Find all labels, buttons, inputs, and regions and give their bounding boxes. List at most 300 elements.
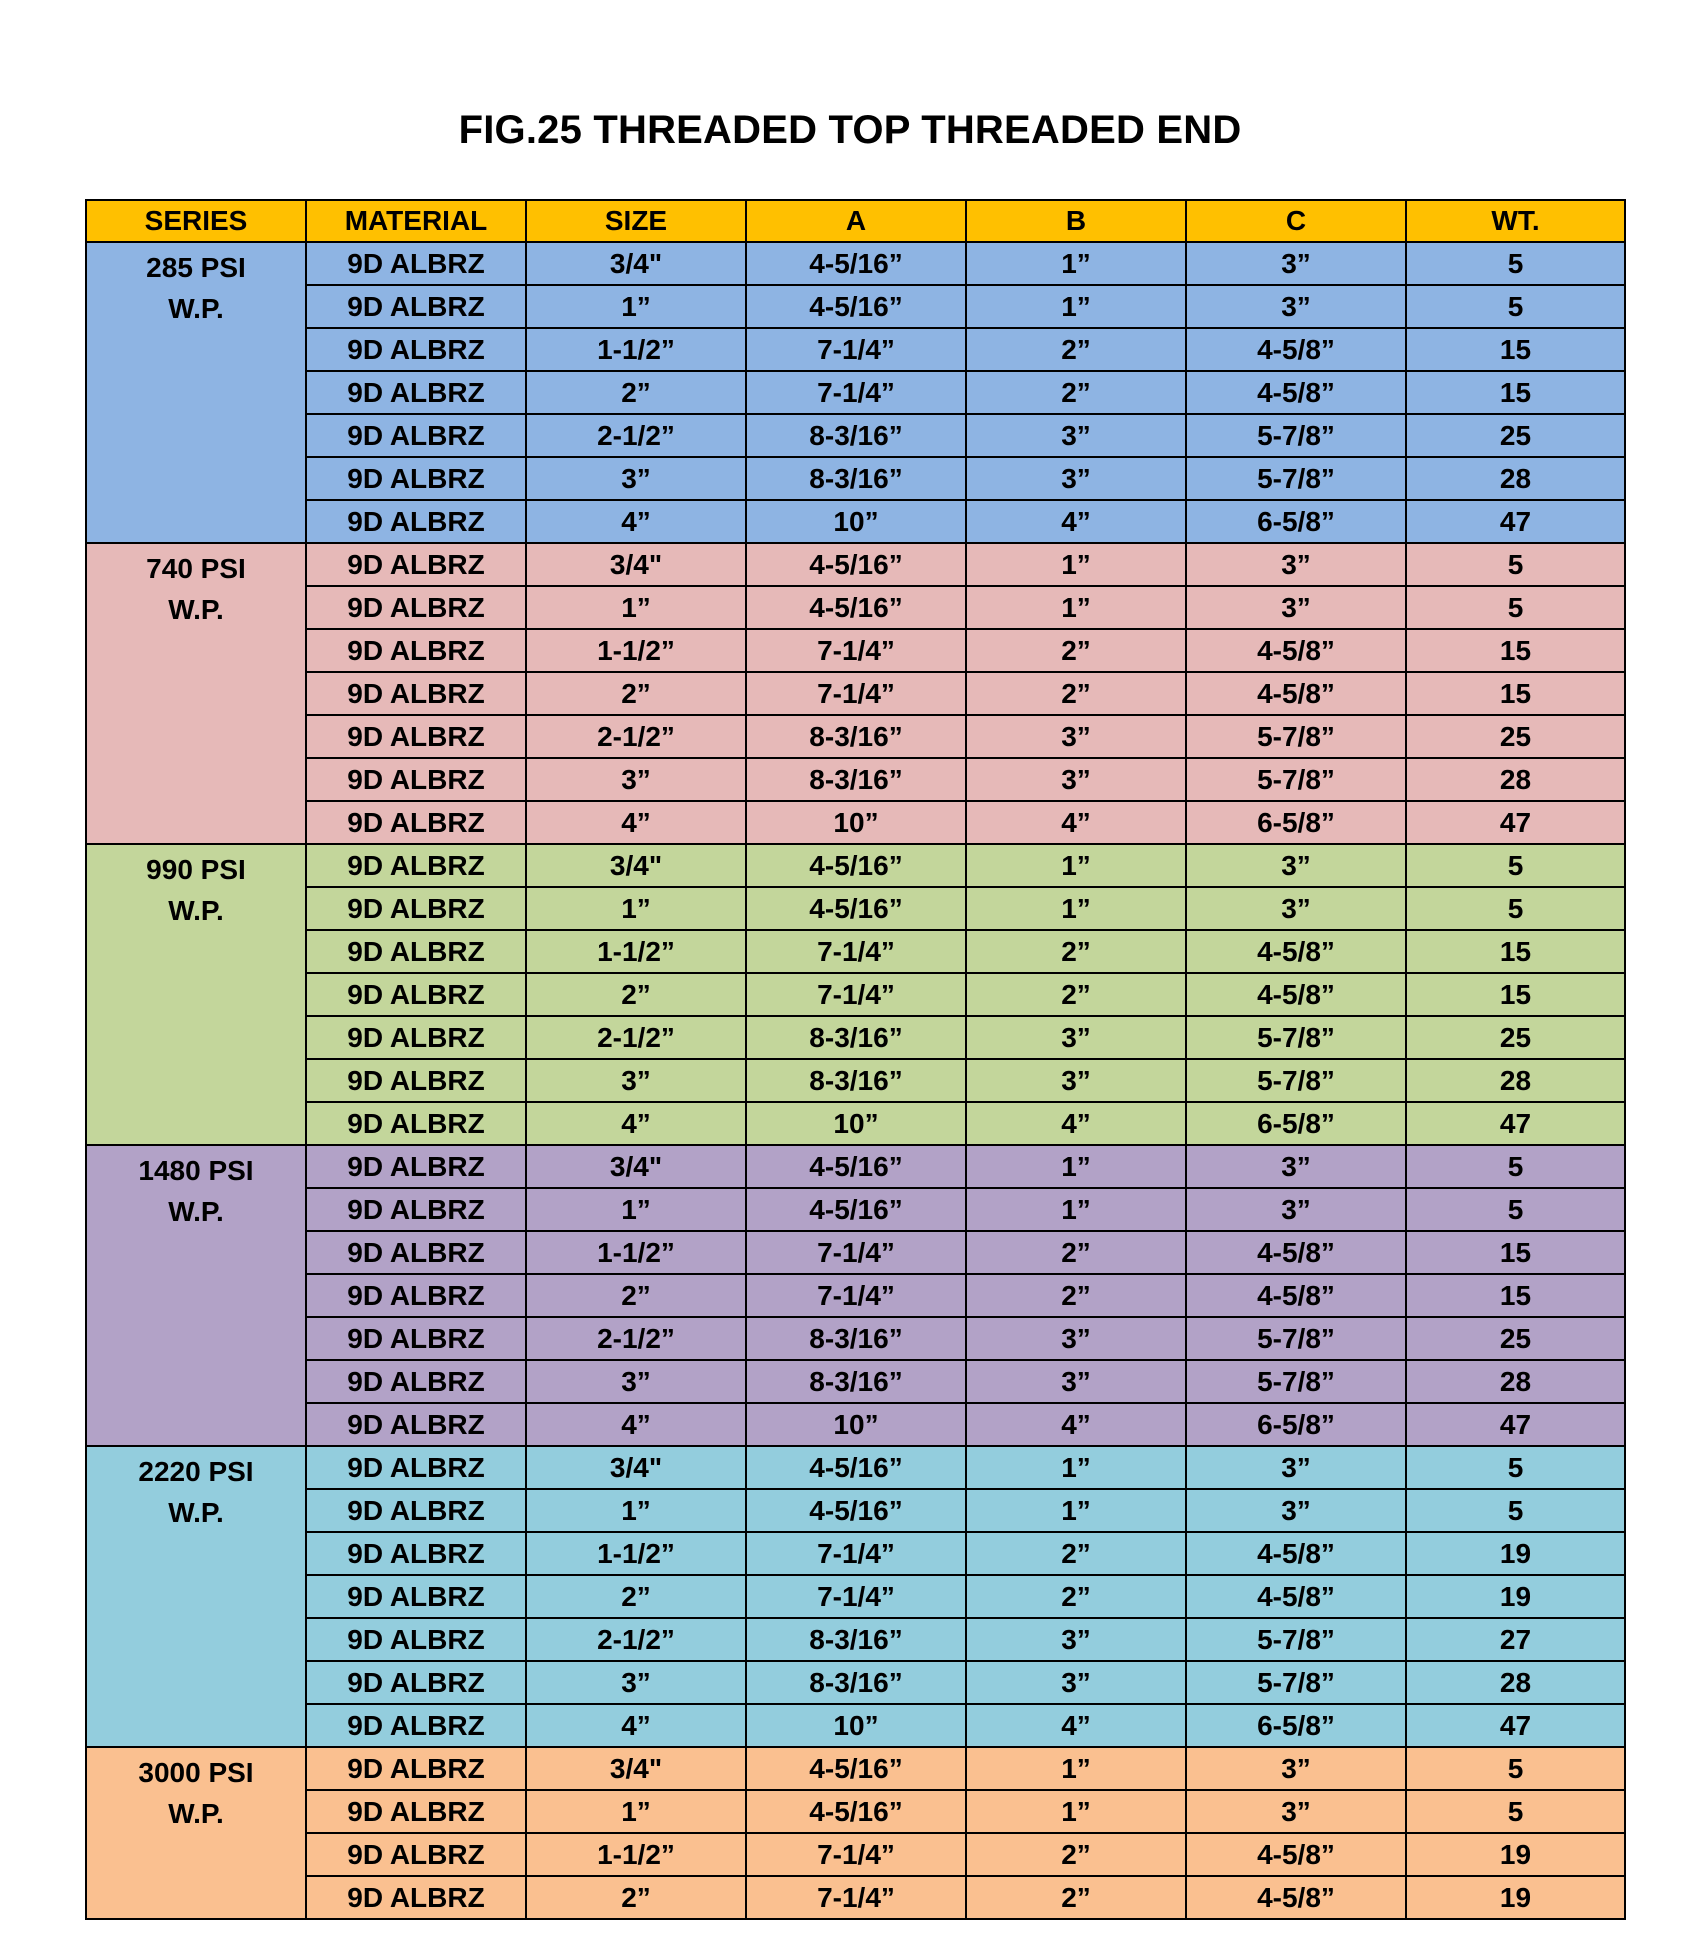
b-cell: 4” (966, 1102, 1186, 1145)
c-cell: 4-5/8” (1186, 371, 1406, 414)
b-cell: 2” (966, 1532, 1186, 1575)
column-header-c: C (1186, 200, 1406, 242)
c-cell: 3” (1186, 1145, 1406, 1188)
b-cell: 2” (966, 973, 1186, 1016)
c-cell: 3” (1186, 1790, 1406, 1833)
b-cell: 1” (966, 887, 1186, 930)
size-cell: 1” (526, 887, 746, 930)
size-cell: 3/4" (526, 1446, 746, 1489)
a-cell: 7-1/4” (746, 1532, 966, 1575)
series-wp-label: W.P. (168, 895, 224, 926)
wt-cell: 28 (1406, 457, 1625, 500)
size-cell: 2-1/2” (526, 715, 746, 758)
b-cell: 2” (966, 1876, 1186, 1919)
wt-cell: 5 (1406, 543, 1625, 586)
material-cell: 9D ALBRZ (306, 930, 526, 973)
series-cell (86, 1145, 306, 1446)
material-cell: 9D ALBRZ (306, 1833, 526, 1876)
b-cell: 2” (966, 1833, 1186, 1876)
c-cell: 3” (1186, 1489, 1406, 1532)
table-row (86, 1661, 1625, 1704)
wt-cell: 19 (1406, 1532, 1625, 1575)
c-cell: 5-7/8” (1186, 1317, 1406, 1360)
b-cell: 4” (966, 500, 1186, 543)
series-pressure: 990 PSI (146, 854, 246, 885)
b-cell: 1” (966, 242, 1186, 285)
table-row (86, 1489, 1625, 1532)
a-cell: 10” (746, 801, 966, 844)
table-row (86, 715, 1625, 758)
size-cell: 3” (526, 758, 746, 801)
wt-cell: 5 (1406, 285, 1625, 328)
material-cell: 9D ALBRZ (306, 1145, 526, 1188)
table-header (86, 200, 1625, 242)
c-cell: 6-5/8” (1186, 1403, 1406, 1446)
b-cell: 1” (966, 1145, 1186, 1188)
wt-cell: 15 (1406, 672, 1625, 715)
table-row (86, 930, 1625, 973)
b-cell: 1” (966, 1188, 1186, 1231)
c-cell: 6-5/8” (1186, 1102, 1406, 1145)
wt-cell: 28 (1406, 758, 1625, 801)
series-cell (86, 242, 306, 543)
table-row (86, 242, 1625, 285)
material-cell: 9D ALBRZ (306, 629, 526, 672)
material-cell: 9D ALBRZ (306, 1360, 526, 1403)
wt-cell: 5 (1406, 1489, 1625, 1532)
a-cell: 8-3/16” (746, 1317, 966, 1360)
wt-cell: 5 (1406, 887, 1625, 930)
a-cell: 10” (746, 1704, 966, 1747)
table-row (86, 1145, 1625, 1188)
a-cell: 7-1/4” (746, 1833, 966, 1876)
size-cell: 4” (526, 801, 746, 844)
column-header-material: MATERIAL (306, 200, 526, 242)
a-cell: 10” (746, 500, 966, 543)
c-cell: 4-5/8” (1186, 930, 1406, 973)
size-cell: 1-1/2” (526, 629, 746, 672)
size-cell: 2-1/2” (526, 1317, 746, 1360)
a-cell: 4-5/16” (746, 1790, 966, 1833)
series-pressure: 740 PSI (146, 553, 246, 584)
b-cell: 2” (966, 1575, 1186, 1618)
table-row (86, 1274, 1625, 1317)
material-cell: 9D ALBRZ (306, 414, 526, 457)
material-cell: 9D ALBRZ (306, 1059, 526, 1102)
wt-cell: 28 (1406, 1360, 1625, 1403)
wt-cell: 47 (1406, 1704, 1625, 1747)
b-cell: 2” (966, 1231, 1186, 1274)
b-cell: 1” (966, 1489, 1186, 1532)
material-cell: 9D ALBRZ (306, 1403, 526, 1446)
series-wp-label: W.P. (168, 1798, 224, 1829)
c-cell: 5-7/8” (1186, 758, 1406, 801)
column-header-b: B (966, 200, 1186, 242)
table-row (86, 285, 1625, 328)
b-cell: 1” (966, 1446, 1186, 1489)
wt-cell: 25 (1406, 1317, 1625, 1360)
table-row (86, 1016, 1625, 1059)
table-row (86, 1704, 1625, 1747)
material-cell: 9D ALBRZ (306, 1446, 526, 1489)
material-cell: 9D ALBRZ (306, 1489, 526, 1532)
series-wp-label: W.P. (168, 1497, 224, 1528)
spec-table (85, 199, 1626, 1920)
series-pressure: 3000 PSI (138, 1757, 254, 1788)
b-cell: 4” (966, 1403, 1186, 1446)
b-cell: 2” (966, 930, 1186, 973)
a-cell: 4-5/16” (746, 1747, 966, 1790)
size-cell: 4” (526, 1403, 746, 1446)
table-row (86, 457, 1625, 500)
c-cell: 4-5/8” (1186, 328, 1406, 371)
material-cell: 9D ALBRZ (306, 844, 526, 887)
series-cell (86, 543, 306, 844)
b-cell: 1” (966, 586, 1186, 629)
wt-cell: 15 (1406, 629, 1625, 672)
size-cell: 1-1/2” (526, 1231, 746, 1274)
wt-cell: 47 (1406, 801, 1625, 844)
c-cell: 5-7/8” (1186, 1016, 1406, 1059)
material-cell: 9D ALBRZ (306, 543, 526, 586)
wt-cell: 15 (1406, 1274, 1625, 1317)
size-cell: 1-1/2” (526, 328, 746, 371)
table-row (86, 1833, 1625, 1876)
a-cell: 8-3/16” (746, 1016, 966, 1059)
a-cell: 4-5/16” (746, 1489, 966, 1532)
material-cell: 9D ALBRZ (306, 758, 526, 801)
a-cell: 8-3/16” (746, 715, 966, 758)
size-cell: 3/4" (526, 844, 746, 887)
a-cell: 7-1/4” (746, 973, 966, 1016)
c-cell: 5-7/8” (1186, 457, 1406, 500)
material-cell: 9D ALBRZ (306, 1016, 526, 1059)
wt-cell: 25 (1406, 414, 1625, 457)
table-row (86, 1747, 1625, 1790)
a-cell: 4-5/16” (746, 586, 966, 629)
b-cell: 3” (966, 414, 1186, 457)
table-row (86, 586, 1625, 629)
size-cell: 3” (526, 1360, 746, 1403)
size-cell: 1” (526, 586, 746, 629)
b-cell: 4” (966, 801, 1186, 844)
c-cell: 3” (1186, 1747, 1406, 1790)
b-cell: 2” (966, 328, 1186, 371)
series-cell (86, 1747, 306, 1919)
c-cell: 4-5/8” (1186, 1274, 1406, 1317)
a-cell: 4-5/16” (746, 1446, 966, 1489)
size-cell: 3” (526, 457, 746, 500)
wt-cell: 19 (1406, 1575, 1625, 1618)
table-row (86, 629, 1625, 672)
b-cell: 2” (966, 1274, 1186, 1317)
a-cell: 4-5/16” (746, 543, 966, 586)
size-cell: 1” (526, 1489, 746, 1532)
header-row (86, 200, 1625, 242)
material-cell: 9D ALBRZ (306, 973, 526, 1016)
size-cell: 3” (526, 1661, 746, 1704)
size-cell: 1-1/2” (526, 1833, 746, 1876)
wt-cell: 28 (1406, 1059, 1625, 1102)
size-cell: 1” (526, 1188, 746, 1231)
material-cell: 9D ALBRZ (306, 1231, 526, 1274)
c-cell: 3” (1186, 887, 1406, 930)
a-cell: 7-1/4” (746, 930, 966, 973)
table-row (86, 1403, 1625, 1446)
b-cell: 3” (966, 758, 1186, 801)
table-row (86, 1446, 1625, 1489)
material-cell: 9D ALBRZ (306, 801, 526, 844)
b-cell: 3” (966, 1016, 1186, 1059)
wt-cell: 5 (1406, 242, 1625, 285)
table-row (86, 543, 1625, 586)
series-wp-label: W.P. (168, 594, 224, 625)
material-cell: 9D ALBRZ (306, 1274, 526, 1317)
series-cell (86, 844, 306, 1145)
c-cell: 5-7/8” (1186, 414, 1406, 457)
table-row (86, 1876, 1625, 1919)
material-cell: 9D ALBRZ (306, 285, 526, 328)
size-cell: 3/4" (526, 1747, 746, 1790)
b-cell: 3” (966, 1059, 1186, 1102)
b-cell: 3” (966, 1661, 1186, 1704)
series-wp-label: W.P. (168, 293, 224, 324)
c-cell: 4-5/8” (1186, 629, 1406, 672)
size-cell: 3/4" (526, 1145, 746, 1188)
material-cell: 9D ALBRZ (306, 1102, 526, 1145)
size-cell: 1-1/2” (526, 930, 746, 973)
size-cell: 2” (526, 1274, 746, 1317)
c-cell: 3” (1186, 285, 1406, 328)
a-cell: 4-5/16” (746, 887, 966, 930)
table-row (86, 1059, 1625, 1102)
material-cell: 9D ALBRZ (306, 1876, 526, 1919)
series-pressure: 1480 PSI (138, 1155, 254, 1186)
series-wp-label: W.P. (168, 1196, 224, 1227)
b-cell: 1” (966, 844, 1186, 887)
size-cell: 3/4" (526, 242, 746, 285)
table-row (86, 1575, 1625, 1618)
c-cell: 5-7/8” (1186, 715, 1406, 758)
size-cell: 2” (526, 371, 746, 414)
wt-cell: 19 (1406, 1876, 1625, 1919)
c-cell: 4-5/8” (1186, 973, 1406, 1016)
a-cell: 4-5/16” (746, 844, 966, 887)
material-cell: 9D ALBRZ (306, 672, 526, 715)
c-cell: 3” (1186, 543, 1406, 586)
material-cell: 9D ALBRZ (306, 1532, 526, 1575)
b-cell: 1” (966, 543, 1186, 586)
c-cell: 3” (1186, 1446, 1406, 1489)
b-cell: 1” (966, 285, 1186, 328)
size-cell: 1” (526, 1790, 746, 1833)
table-row (86, 1102, 1625, 1145)
wt-cell: 5 (1406, 586, 1625, 629)
a-cell: 7-1/4” (746, 672, 966, 715)
b-cell: 3” (966, 457, 1186, 500)
a-cell: 8-3/16” (746, 1661, 966, 1704)
a-cell: 7-1/4” (746, 1876, 966, 1919)
table-row (86, 414, 1625, 457)
a-cell: 4-5/16” (746, 1145, 966, 1188)
wt-cell: 25 (1406, 1016, 1625, 1059)
a-cell: 10” (746, 1102, 966, 1145)
c-cell: 5-7/8” (1186, 1661, 1406, 1704)
b-cell: 4” (966, 1704, 1186, 1747)
size-cell: 1” (526, 285, 746, 328)
table-row (86, 371, 1625, 414)
column-header-wt: WT. (1406, 200, 1625, 242)
c-cell: 4-5/8” (1186, 672, 1406, 715)
table-body (86, 242, 1625, 1919)
wt-cell: 5 (1406, 1446, 1625, 1489)
a-cell: 7-1/4” (746, 1231, 966, 1274)
column-header-series: SERIES (86, 200, 306, 242)
table-row (86, 758, 1625, 801)
b-cell: 2” (966, 629, 1186, 672)
material-cell: 9D ALBRZ (306, 457, 526, 500)
a-cell: 4-5/16” (746, 1188, 966, 1231)
material-cell: 9D ALBRZ (306, 586, 526, 629)
c-cell: 5-7/8” (1186, 1618, 1406, 1661)
a-cell: 4-5/16” (746, 242, 966, 285)
size-cell: 2” (526, 973, 746, 1016)
table-row (86, 1317, 1625, 1360)
c-cell: 3” (1186, 844, 1406, 887)
material-cell: 9D ALBRZ (306, 1317, 526, 1360)
wt-cell: 28 (1406, 1661, 1625, 1704)
c-cell: 6-5/8” (1186, 1704, 1406, 1747)
material-cell: 9D ALBRZ (306, 1618, 526, 1661)
a-cell: 8-3/16” (746, 1360, 966, 1403)
b-cell: 1” (966, 1747, 1186, 1790)
page-title: FIG.25 THREADED TOP THREADED END (458, 108, 1242, 152)
material-cell: 9D ALBRZ (306, 1747, 526, 1790)
wt-cell: 5 (1406, 1790, 1625, 1833)
wt-cell: 47 (1406, 1102, 1625, 1145)
wt-cell: 15 (1406, 371, 1625, 414)
wt-cell: 47 (1406, 1403, 1625, 1446)
a-cell: 8-3/16” (746, 1059, 966, 1102)
c-cell: 5-7/8” (1186, 1059, 1406, 1102)
column-header-a: A (746, 200, 966, 242)
wt-cell: 25 (1406, 715, 1625, 758)
a-cell: 8-3/16” (746, 457, 966, 500)
c-cell: 4-5/8” (1186, 1876, 1406, 1919)
c-cell: 3” (1186, 1188, 1406, 1231)
size-cell: 1-1/2” (526, 1532, 746, 1575)
material-cell: 9D ALBRZ (306, 328, 526, 371)
size-cell: 2” (526, 1575, 746, 1618)
table-row (86, 1231, 1625, 1274)
c-cell: 4-5/8” (1186, 1532, 1406, 1575)
table-row (86, 1188, 1625, 1231)
a-cell: 7-1/4” (746, 1274, 966, 1317)
material-cell: 9D ALBRZ (306, 1704, 526, 1747)
table-row (86, 500, 1625, 543)
b-cell: 2” (966, 371, 1186, 414)
size-cell: 4” (526, 1102, 746, 1145)
table-row (86, 672, 1625, 715)
size-cell: 2” (526, 1876, 746, 1919)
b-cell: 3” (966, 715, 1186, 758)
column-header-size: SIZE (526, 200, 746, 242)
material-cell: 9D ALBRZ (306, 887, 526, 930)
a-cell: 7-1/4” (746, 328, 966, 371)
series-pressure: 285 PSI (146, 252, 246, 283)
a-cell: 8-3/16” (746, 414, 966, 457)
table-row (86, 801, 1625, 844)
size-cell: 2-1/2” (526, 1618, 746, 1661)
material-cell: 9D ALBRZ (306, 500, 526, 543)
wt-cell: 15 (1406, 973, 1625, 1016)
material-cell: 9D ALBRZ (306, 1790, 526, 1833)
b-cell: 3” (966, 1317, 1186, 1360)
material-cell: 9D ALBRZ (306, 242, 526, 285)
c-cell: 5-7/8” (1186, 1360, 1406, 1403)
a-cell: 4-5/16” (746, 285, 966, 328)
size-cell: 3” (526, 1059, 746, 1102)
material-cell: 9D ALBRZ (306, 1575, 526, 1618)
a-cell: 8-3/16” (746, 1618, 966, 1661)
wt-cell: 27 (1406, 1618, 1625, 1661)
series-cell (86, 1446, 306, 1747)
c-cell: 6-5/8” (1186, 500, 1406, 543)
table-row (86, 328, 1625, 371)
size-cell: 4” (526, 1704, 746, 1747)
wt-cell: 5 (1406, 1747, 1625, 1790)
a-cell: 7-1/4” (746, 629, 966, 672)
c-cell: 4-5/8” (1186, 1231, 1406, 1274)
size-cell: 2-1/2” (526, 414, 746, 457)
table-row (86, 887, 1625, 930)
table-row (86, 844, 1625, 887)
size-cell: 3/4" (526, 543, 746, 586)
size-cell: 2-1/2” (526, 1016, 746, 1059)
wt-cell: 5 (1406, 1145, 1625, 1188)
c-cell: 4-5/8” (1186, 1575, 1406, 1618)
size-cell: 2” (526, 672, 746, 715)
c-cell: 3” (1186, 242, 1406, 285)
material-cell: 9D ALBRZ (306, 371, 526, 414)
b-cell: 1” (966, 1790, 1186, 1833)
wt-cell: 19 (1406, 1833, 1625, 1876)
wt-cell: 47 (1406, 500, 1625, 543)
material-cell: 9D ALBRZ (306, 1188, 526, 1231)
series-pressure: 2220 PSI (138, 1456, 254, 1487)
table-row (86, 1532, 1625, 1575)
c-cell: 4-5/8” (1186, 1833, 1406, 1876)
material-cell: 9D ALBRZ (306, 1661, 526, 1704)
b-cell: 2” (966, 672, 1186, 715)
c-cell: 3” (1186, 586, 1406, 629)
a-cell: 7-1/4” (746, 371, 966, 414)
wt-cell: 15 (1406, 930, 1625, 973)
a-cell: 10” (746, 1403, 966, 1446)
b-cell: 3” (966, 1360, 1186, 1403)
wt-cell: 5 (1406, 1188, 1625, 1231)
wt-cell: 15 (1406, 1231, 1625, 1274)
wt-cell: 5 (1406, 844, 1625, 887)
table-row (86, 1360, 1625, 1403)
table-row (86, 1790, 1625, 1833)
b-cell: 3” (966, 1618, 1186, 1661)
a-cell: 8-3/16” (746, 758, 966, 801)
a-cell: 7-1/4” (746, 1575, 966, 1618)
wt-cell: 15 (1406, 328, 1625, 371)
table-row (86, 973, 1625, 1016)
size-cell: 4” (526, 500, 746, 543)
